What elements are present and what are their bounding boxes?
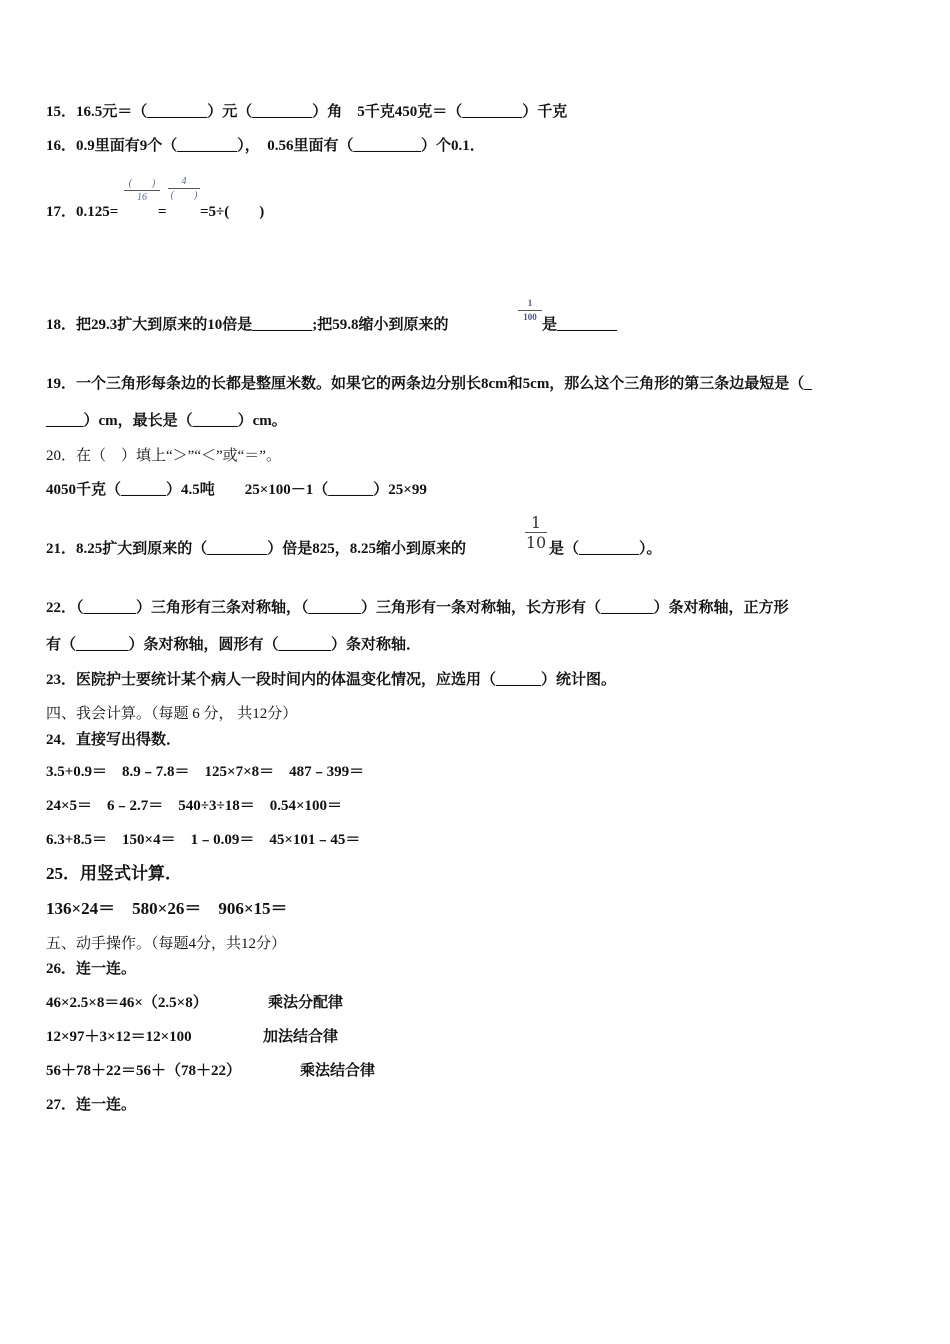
section-4-heading: 四、我会计算。（每题 6 分， 共12分） — [46, 706, 298, 722]
question-22-line-2: 有（_______）条对称轴，圆形有（_______）条对称轴． — [46, 637, 422, 653]
question-24-row-2: 24×5＝ 6﹣2.7＝ 540÷3÷18＝ 0.54×100＝ — [46, 798, 343, 814]
question-20: 20．在（ ）填上“＞”“＜”或“＝”。 — [46, 448, 281, 464]
q26-left-item-1: 46×2.5×8＝46×（2.5×8） — [46, 995, 208, 1011]
question-15: 15．16.5元＝（________）元（________）角 5千克450克＝（________）千克 — [46, 104, 568, 120]
question-17-suffix: =5÷( ) — [200, 204, 265, 220]
question-24-row-1: 3.5+0.9＝ 8.9﹣7.8＝ 125×7×8＝ 487﹣399＝ — [46, 764, 365, 780]
fraction-blank-over-16: ( ) 16 — [124, 178, 160, 203]
question-18-part-b: 是________ — [542, 317, 618, 333]
question-24: 24．直接写出得数． — [46, 732, 182, 748]
q26-right-item-2: 加法结合律 — [263, 1029, 339, 1045]
question-26: 26．连一连。 — [46, 961, 137, 977]
question-21-part-a: 21．8.25扩大到原来的（________）倍是825，8.25缩小到原来的 — [46, 541, 467, 557]
question-27: 27．连一连。 — [46, 1097, 137, 1113]
question-25-items: 136×24＝ 580×26＝ 906×15＝ — [46, 899, 288, 918]
q26-right-item-1: 乘法分配律 — [268, 995, 344, 1011]
section-5-heading: 五、动手操作。（每题4分，共12分） — [46, 936, 287, 952]
question-23: 23．医院护士要统计某个病人一段时间内的体温变化情况，应选用（______）统计图。 — [46, 672, 617, 688]
fraction-4-over-blank: 4 ( ) — [168, 176, 200, 201]
q26-left-item-3: 56＋78＋22＝56＋（78＋22） — [46, 1063, 242, 1079]
question-25: 25．用竖式计算． — [46, 864, 182, 883]
question-24-row-3: 6.3+8.5＝ 150×4＝ 1﹣0.09＝ 45×101﹣45＝ — [46, 832, 361, 848]
question-19-line-1: 19．一个三角形每条边的长都是整厘米数。如果它的两条边分别长8cm和5cm，那么这个三角形的第三条边最短是（_ — [46, 376, 812, 392]
question-17-prefix: 17．0.125= — [46, 204, 119, 220]
question-22-line-1: 22．（_______）三角形有三条对称轴，（_______）三角形有一条对称轴，长方形有（_______）条对称轴，正方形 — [46, 600, 789, 616]
question-20-items: 4050千克（______）4.5吨 25×100－1（______）25×99 — [46, 482, 427, 498]
q26-right-item-3: 乘法结合律 — [300, 1063, 376, 1079]
question-18-part-a: 18．把29.3扩大到原来的10倍是________;把59.8缩小到原来的 — [46, 317, 449, 333]
question-21-part-b: 是（________）。 — [549, 541, 662, 557]
question-16: 16．0.9里面有9个（________）， 0.56里面有（_________）个0.1． — [46, 138, 485, 154]
question-19-line-2: _____）cm，最长是（______）cm。 — [46, 413, 287, 429]
question-17-equals: = — [158, 204, 167, 220]
q26-left-item-2: 12×97＋3×12＝12×100 — [46, 1029, 192, 1045]
fraction-1-over-10: 1 10 — [525, 513, 547, 552]
fraction-1-over-100: 1 100 — [518, 298, 542, 323]
